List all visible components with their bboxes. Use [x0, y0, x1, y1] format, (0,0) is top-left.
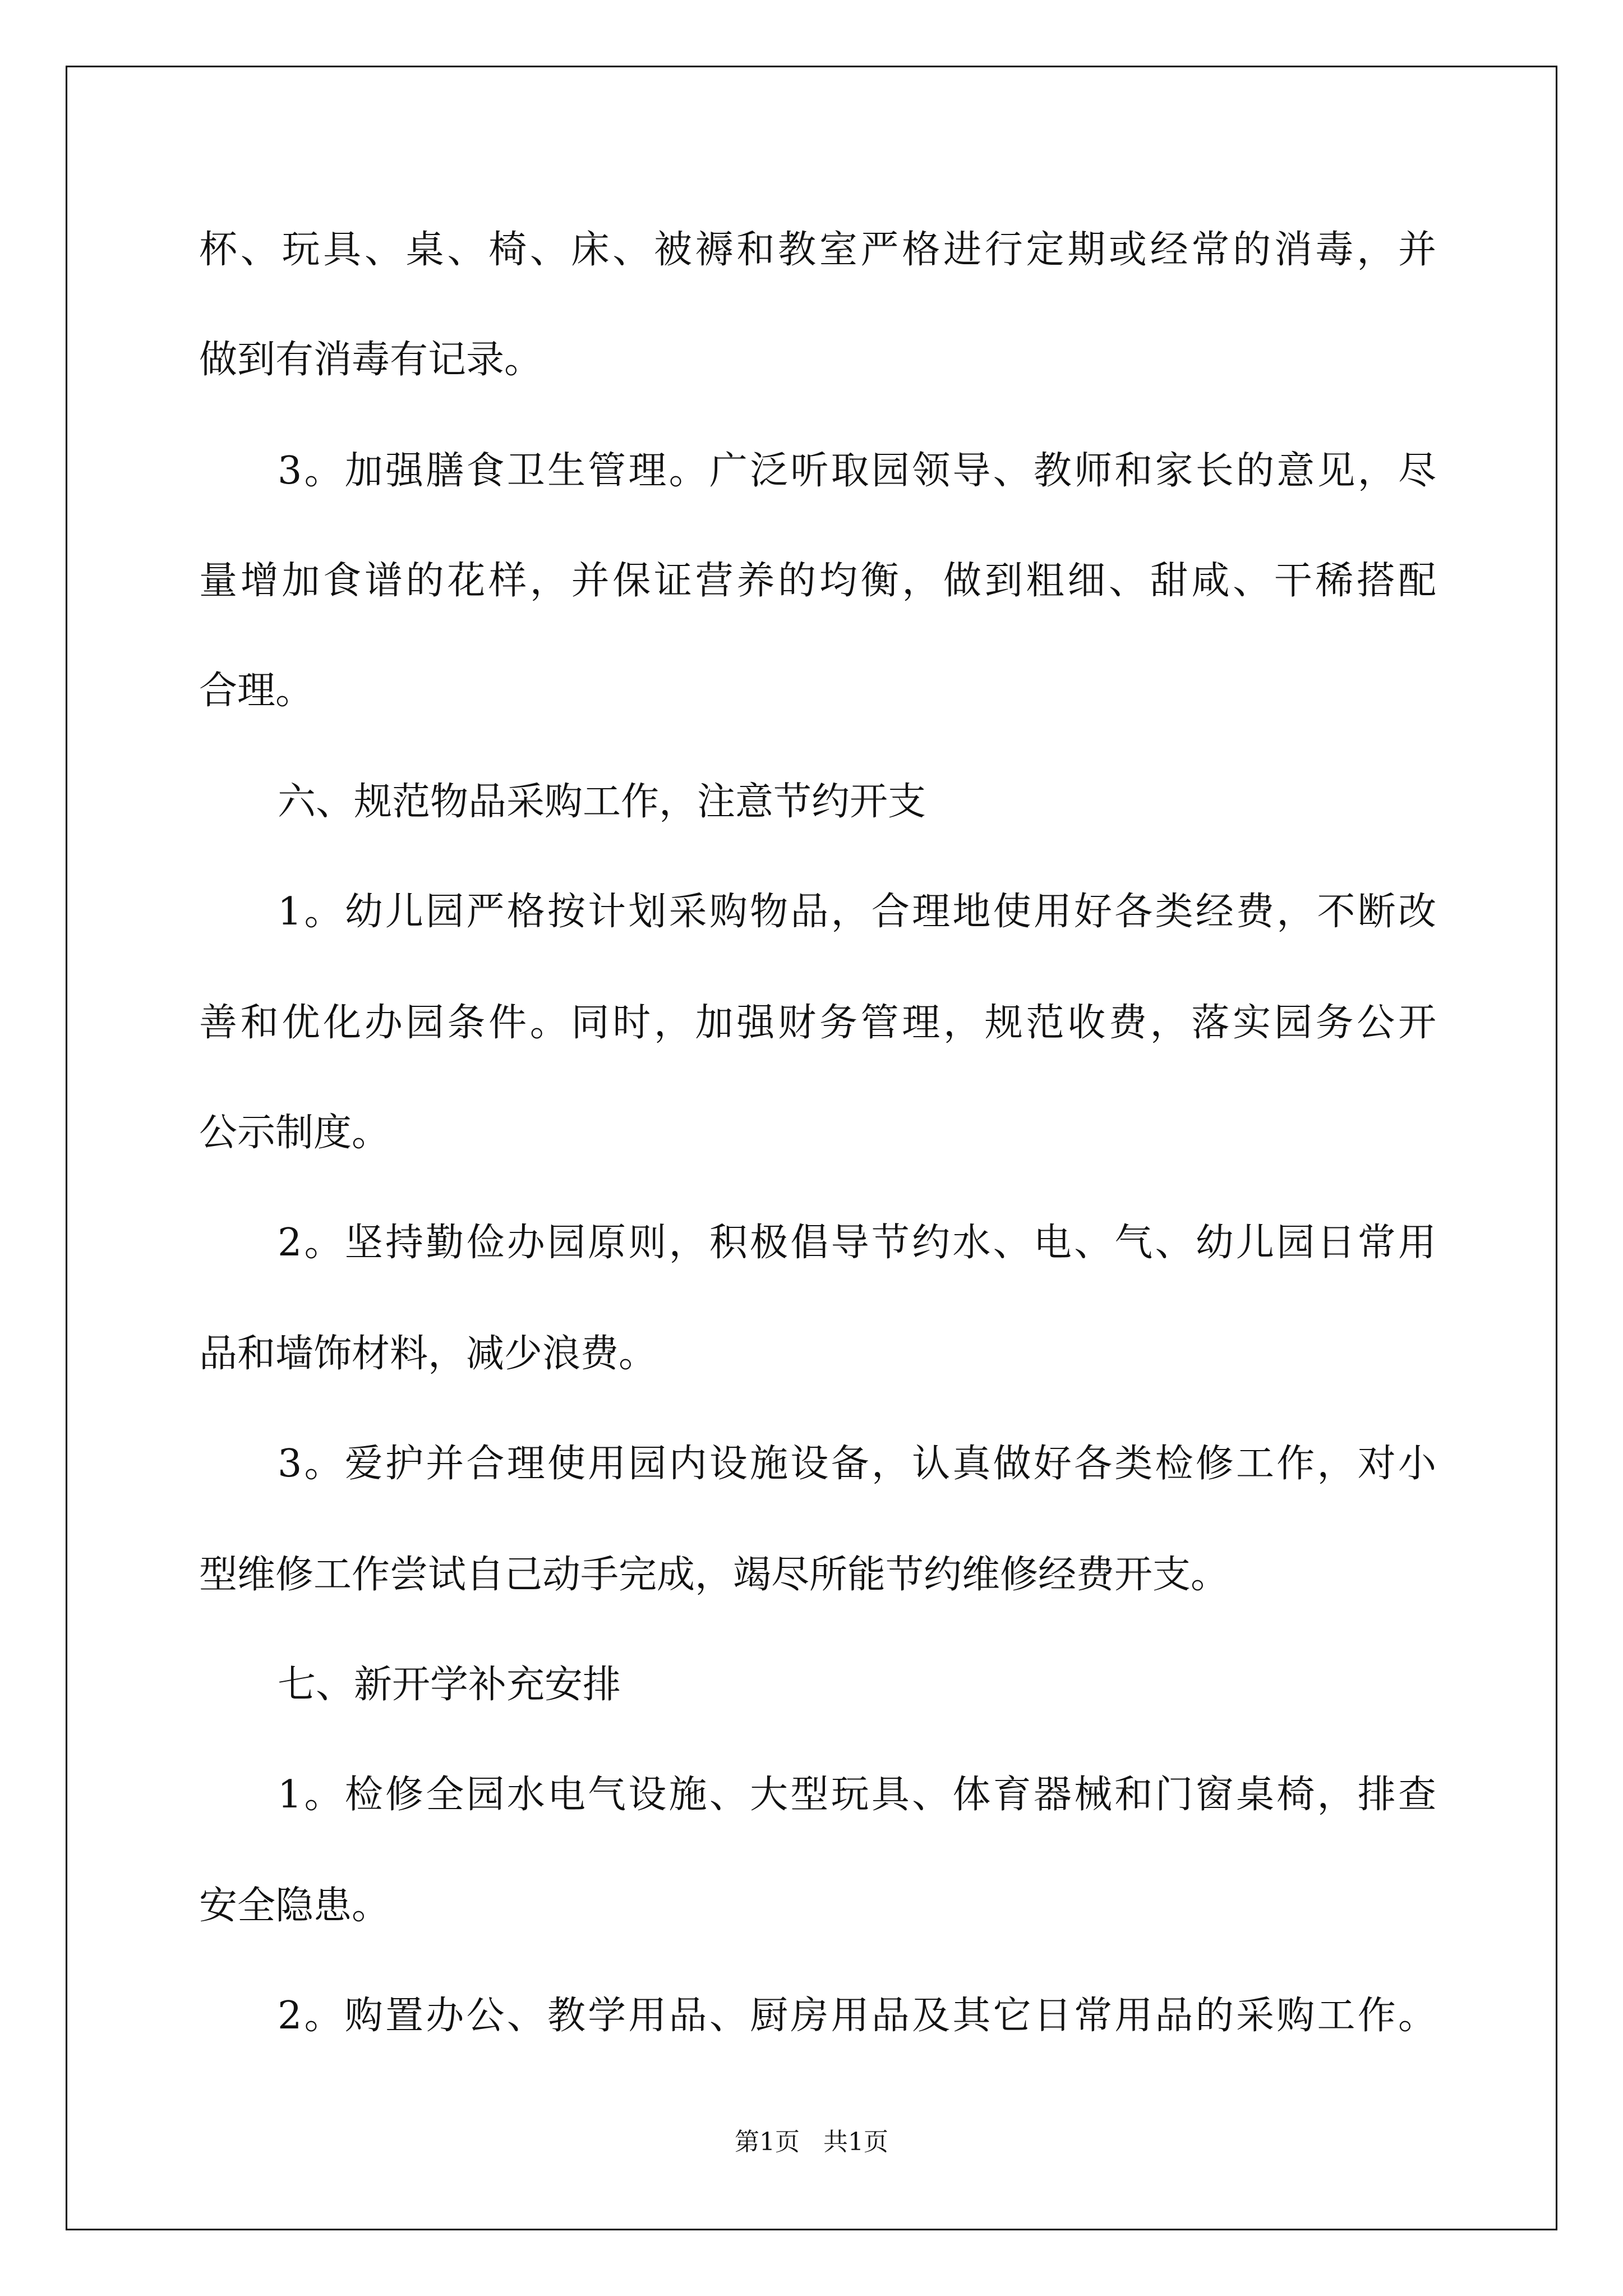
body-line: 量增加食谱的花样，并保证营养的均衡，做到粗细、甜咸、干稀搭配: [199, 559, 1436, 603]
body-line: 1。幼儿园严格按计划采购物品，合理地使用好各类经费，不断改: [278, 890, 1436, 934]
body-line: 型维修工作尝试自己动手完成，竭尽所能节约维修经费开支。: [199, 1553, 1229, 1597]
body-line: 善和优化办园条件。同时，加强财务管理，规范收费，落实园务公开: [199, 1001, 1436, 1045]
page-footer: 第1页 共1页: [735, 2128, 888, 2156]
body-line: 3。加强膳食卫生管理。广泛听取园领导、教师和家长的意见，尽: [278, 449, 1436, 493]
body-line: 合理。: [199, 669, 314, 713]
section-heading: 七、新开学补充安排: [278, 1663, 621, 1707]
body-line: 3。爱护并合理使用园内设施设备，认真做好各类检修工作，对小: [278, 1442, 1436, 1486]
body-line: 安全隐患。: [199, 1884, 390, 1928]
body-line: 品和墙饰材料，减少浪费。: [199, 1332, 657, 1376]
body-line: 1。检修全园水电气设施、大型玩具、体育器械和门窗桌椅，排查: [278, 1773, 1436, 1817]
body-line: 2。坚持勤俭办园原则，积极倡导节约水、电、气、幼儿园日常用: [278, 1221, 1436, 1265]
body-line: 公示制度。: [199, 1111, 390, 1155]
body-line: 杯、玩具、桌、椅、床、被褥和教室严格进行定期或经常的消毒，并: [199, 228, 1436, 272]
section-heading: 六、规范物品采购工作，注意节约开支: [278, 780, 926, 824]
body-line: 做到有消毒有记录。: [199, 338, 543, 382]
body-line: 2。购置办公、教学用品、厨房用品及其它日常用品的采购工作。: [278, 1994, 1436, 2038]
